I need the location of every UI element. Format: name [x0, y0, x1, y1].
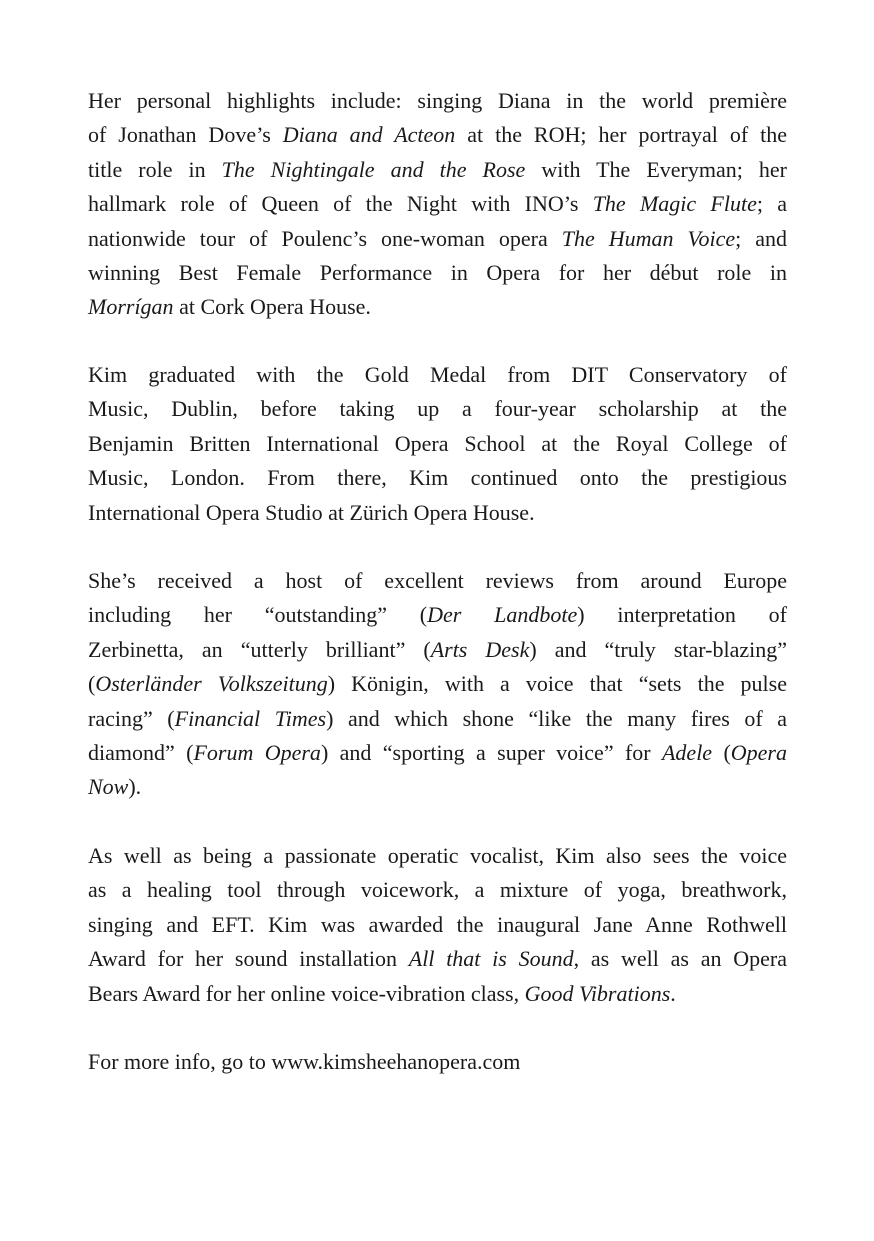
paragraph-voicework — [88, 839, 787, 1011]
paragraph-more-info — [88, 1045, 787, 1079]
text-line — [88, 153, 787, 187]
paragraph-highlights — [88, 84, 787, 325]
italic-title: Osterländer Volkszeitung — [95, 671, 328, 697]
text-run: , as well as an Opera — [573, 946, 788, 972]
italic-title: Diana and Acteon — [282, 122, 456, 148]
italic-title: The Magic Flute — [592, 191, 757, 217]
text-run: with The Everyman; her — [525, 156, 788, 182]
text-run: as a healing tool through voicework, a mixture of yoga, breathwork, — [88, 877, 787, 903]
text-line — [88, 633, 787, 667]
paragraph-reviews — [88, 564, 787, 805]
text-line — [88, 461, 787, 495]
text-run: at the ROH; her portrayal of the — [455, 122, 787, 148]
text-run: ) and which shone “like the many fires of a — [326, 705, 787, 731]
italic-title: The Human Voice — [561, 225, 736, 251]
italic-title: Now — [88, 774, 129, 800]
text-run: Benjamin Britten International Opera School at the Royal College of — [88, 430, 787, 456]
text-line — [88, 977, 787, 1011]
text-run: racing” ( — [88, 705, 175, 731]
text-run: Music, London. From there, Kim continued onto the prestigious — [88, 465, 787, 491]
text-run: Award for her sound installation — [88, 946, 409, 972]
text-run: ) and “truly star-blazing” — [529, 636, 787, 662]
italic-title: All that is Sound — [408, 946, 574, 972]
text-run: Her personal highlights include: singing Diana in the world première — [88, 88, 787, 113]
text-line — [88, 908, 787, 942]
italic-title: Der Landbote — [427, 602, 578, 628]
text-run: of Jonathan Dove’s — [88, 122, 283, 148]
text-run: ) and “sporting a super voice” for — [320, 739, 662, 765]
text-line — [88, 564, 787, 598]
text-line — [88, 702, 787, 736]
italic-title: Forum Opera — [193, 739, 321, 765]
text-run: Kim graduated with the Gold Medal from DIT Conservatory of — [88, 362, 787, 387]
text-run: ; a — [756, 191, 787, 217]
italic-title: Morrígan — [88, 294, 174, 320]
text-line — [88, 839, 787, 873]
text-line — [88, 392, 787, 426]
text-run: winning Best Female Performance in Opera for her début role in — [88, 259, 787, 285]
text-run: including her “outstanding” ( — [88, 602, 428, 628]
text-line — [88, 667, 787, 701]
text-run: Music, Dublin, before taking up a four-year scholarship at the — [88, 396, 787, 422]
text-line — [88, 427, 787, 461]
text-run: diamond” ( — [88, 739, 194, 765]
text-line — [88, 84, 787, 118]
text-run: ) interpretation of — [577, 602, 787, 628]
text-run: . — [670, 980, 676, 1006]
text-run: nationwide tour of Poulenc’s one-woman opera — [88, 225, 562, 251]
text-line — [88, 873, 787, 907]
text-run: singing and EFT. Kim was awarded the inaugural Jane Anne Rothwell — [88, 911, 787, 937]
text-line — [88, 222, 787, 256]
italic-title: Arts Desk — [430, 636, 530, 662]
text-run: Zerbinetta, an “utterly brilliant” ( — [88, 636, 431, 662]
text-line — [88, 187, 787, 221]
text-run: International Opera Studio at Zürich Opera House. — [88, 499, 535, 525]
text-run: ( — [88, 671, 96, 697]
text-run: ) Königin, with a voice that “sets the pulse — [327, 671, 787, 697]
text-line — [88, 1045, 787, 1079]
text-line — [88, 256, 787, 290]
text-run: at Cork Opera House. — [173, 294, 371, 320]
text-run: ). — [128, 774, 142, 800]
text-line — [88, 358, 787, 392]
text-run: As well as being a passionate operatic vocalist, Kim also sees the voice — [88, 843, 787, 868]
text-run: Bears Award for her online voice-vibration class, — [88, 980, 525, 1006]
text-line — [88, 598, 787, 632]
text-run: hallmark role of Queen of the Night with INO’s — [88, 191, 593, 217]
italic-title: Adele — [661, 739, 713, 765]
text-line — [88, 770, 787, 804]
text-line — [88, 496, 787, 530]
paragraph-education — [88, 358, 787, 530]
italic-title: Good Vibrations — [524, 980, 671, 1006]
text-run: ( — [712, 739, 731, 765]
text-run: title role in — [88, 156, 222, 182]
text-line — [88, 942, 787, 976]
text-run: She’s received a host of excellent reviews from around Europe — [88, 568, 787, 593]
text-line — [88, 118, 787, 152]
text-line — [88, 736, 787, 770]
text-run: For more info, go to www.kimsheehanopera.com — [88, 1049, 521, 1074]
text-run: ; and — [735, 225, 787, 251]
italic-title: Financial Times — [174, 705, 327, 731]
text-line — [88, 290, 787, 324]
italic-title: The Nightingale and the Rose — [221, 156, 526, 182]
italic-title: Opera — [730, 739, 787, 765]
